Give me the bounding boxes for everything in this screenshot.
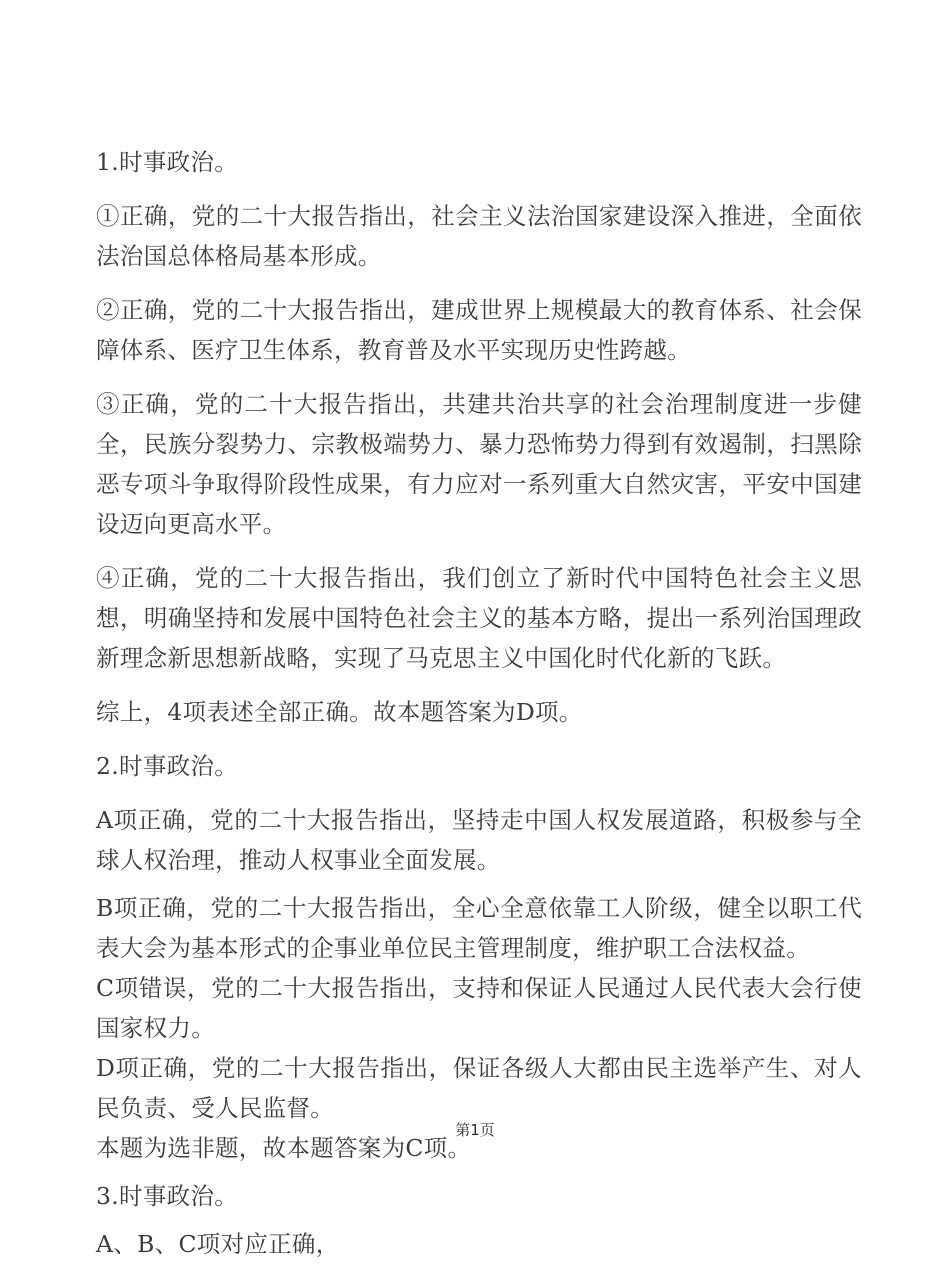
paragraph-q2-option-a: A项正确，党的二十大报告指出，坚持走中国人权发展道路，积极参与全球人权治理，推动人权事业全面发展。 xyxy=(96,806,862,874)
paragraph-q2-heading: 2.时事政治。 xyxy=(96,752,239,780)
paragraph-q2-option-d: D项正确，党的二十大报告指出，保证各级人大都由民主选举产生、对人民负责、受人民监督。 xyxy=(96,1054,862,1122)
paragraph-q1-item-4: ④正确，党的二十大报告指出，我们创立了新时代中国特色社会主义思想，明确坚持和发展中国特色社会主义的基本方略，提出一系列治国理政新理念新思想新战略，实现了马克思主义中国化时代化新的飞跃。 xyxy=(96,564,862,672)
paragraph-q3-heading: 3.时事政治。 xyxy=(96,1182,239,1210)
page-footer xyxy=(0,1120,950,1140)
paragraph-q1-item-3: ③正确，党的二十大报告指出，共建共治共享的社会治理制度进一步健全，民族分裂势力、宗教极端势力、暴力恐怖势力得到有效遏制，扫黑除恶专项斗争取得阶段性成果，有力应对一系列重大自然灾害，平安中国建设迈向更高水平。 xyxy=(96,390,862,538)
page-number-label: 第1页 xyxy=(455,1121,495,1139)
paragraph-q2-option-b: B项正确，党的二十大报告指出，全心全意依靠工人阶级，健全以职工代表大会为基本形式的企事业单位民主管理制度，维护职工合法权益。 xyxy=(96,894,862,962)
document-body xyxy=(96,142,862,1264)
paragraph-q1-heading: 1.时事政治。 xyxy=(96,148,239,176)
paragraph-q3-partial: A、B、C项对应正确， xyxy=(96,1230,340,1258)
paragraph-q1-item-2: ②正确，党的二十大报告指出，建成世界上规模最大的教育体系、社会保障体系、医疗卫生体系，教育普及水平实现历史性跨越。 xyxy=(96,296,862,364)
paragraph-q1-item-1: ①正确，党的二十大报告指出，社会主义法治国家建设深入推进，全面依法治国总体格局基本形成。 xyxy=(96,202,862,270)
paragraph-q2-option-c: C项错误，党的二十大报告指出，支持和保证人民通过人民代表大会行使国家权力。 xyxy=(96,974,862,1042)
paragraph-q2-conclusion: 本题为选非题，故本题答案为C项。 xyxy=(96,1134,472,1162)
paragraph-q1-conclusion: 综上，4项表述全部正确。故本题答案为D项。 xyxy=(96,698,583,726)
